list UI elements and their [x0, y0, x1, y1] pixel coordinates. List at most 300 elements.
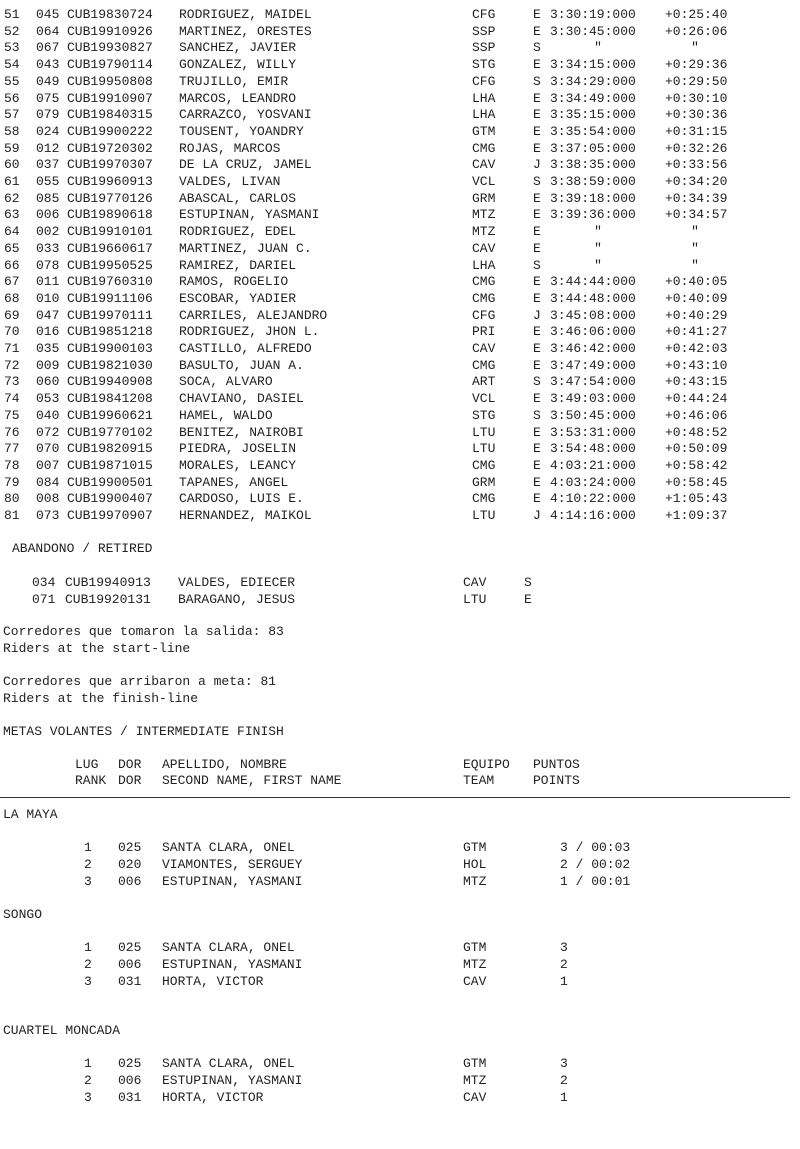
- result-uci-code: CUB19900407: [67, 491, 153, 506]
- sprint-row: [0, 857, 800, 873]
- result-position: 51: [4, 7, 20, 22]
- result-rider-name: CARRAZCO, YOSVANI: [179, 107, 312, 122]
- result-row: [0, 74, 800, 90]
- result-row: [0, 224, 800, 240]
- header-team-en: TEAM: [463, 773, 495, 788]
- result-bib: 047: [36, 308, 60, 323]
- result-team: CAV: [472, 241, 496, 256]
- result-row: [0, 7, 800, 23]
- result-team: GTM: [472, 124, 496, 139]
- result-gap: +0:43:15: [665, 374, 728, 389]
- result-bib: 040: [36, 408, 60, 423]
- sprint-row: [0, 1073, 800, 1089]
- result-gap: +0:48:52: [665, 425, 728, 440]
- result-row: [0, 24, 800, 40]
- result-gap: +1:05:43: [665, 491, 728, 506]
- result-category: E: [533, 341, 541, 356]
- result-row: [0, 491, 800, 507]
- sprint-points: 3: [560, 940, 568, 955]
- result-time: 4:10:22:000: [550, 491, 636, 506]
- result-team: MTZ: [472, 224, 496, 239]
- result-position: 70: [4, 324, 20, 339]
- result-gap: +0:30:36: [665, 107, 728, 122]
- sprint-team: CAV: [463, 974, 487, 989]
- result-time: 3:46:06:000: [550, 324, 636, 339]
- result-time: 3:47:54:000: [550, 374, 636, 389]
- sprint-team: CAV: [463, 1090, 487, 1105]
- result-uci-code: CUB19830724: [67, 7, 153, 22]
- result-row: [0, 391, 800, 407]
- result-position: 61: [4, 174, 20, 189]
- result-row: [0, 157, 800, 173]
- result-uci-code: CUB19900222: [67, 124, 153, 139]
- result-rider-name: MARCOS, LEANDRO: [179, 91, 297, 106]
- retired-title: ABANDONO / RETIRED: [12, 541, 153, 556]
- result-row: [0, 291, 800, 307]
- result-uci-code: CUB19910907: [67, 91, 153, 106]
- result-position: 71: [4, 341, 20, 356]
- sprint-row: [0, 957, 800, 973]
- result-category: E: [533, 107, 541, 122]
- result-row: [0, 441, 800, 457]
- result-team: LTU: [472, 441, 496, 456]
- result-position: 76: [4, 425, 20, 440]
- result-uci-code: CUB19900103: [67, 341, 153, 356]
- header-bib-es: DOR: [118, 757, 142, 772]
- sprint-rider-name: VIAMONTES, SERGUEY: [162, 857, 303, 872]
- sprint-points: 3: [560, 1056, 568, 1071]
- result-time: 3:39:36:000: [550, 207, 636, 222]
- header-name-en: SECOND NAME, FIRST NAME: [162, 773, 342, 788]
- sprint-team: GTM: [463, 940, 487, 955]
- result-position: 77: [4, 441, 20, 456]
- result-bib: 084: [36, 475, 60, 490]
- result-team: CAV: [472, 157, 496, 172]
- result-bib: 012: [36, 141, 60, 156]
- result-bib: 072: [36, 425, 60, 440]
- result-category: S: [533, 174, 541, 189]
- retired-team: LTU: [463, 591, 487, 607]
- result-bib: 064: [36, 24, 60, 39]
- result-gap: +0:31:15: [665, 124, 728, 139]
- result-time: 3:30:45:000: [550, 24, 636, 39]
- sprint-rank: 2: [84, 957, 92, 972]
- result-uci-code: CUB19821030: [67, 358, 153, 373]
- result-team: MTZ: [472, 207, 496, 222]
- result-uci-code: CUB19970307: [67, 157, 153, 172]
- result-row: [0, 408, 800, 424]
- result-gap: ": [691, 241, 699, 256]
- result-row: [0, 241, 800, 257]
- result-gap: ": [691, 224, 699, 239]
- sprint-rider-name: SANTA CLARA, ONEL: [162, 940, 295, 955]
- sprint-bib: 031: [118, 974, 142, 989]
- result-row: [0, 508, 800, 524]
- result-position: 54: [4, 57, 20, 72]
- result-category: S: [533, 374, 541, 389]
- result-bib: 053: [36, 391, 60, 406]
- result-row: [0, 174, 800, 190]
- result-uci-code: CUB19930827: [67, 40, 153, 55]
- result-row: [0, 191, 800, 207]
- result-bib: 060: [36, 374, 60, 389]
- result-category: E: [533, 224, 541, 239]
- result-team: CFG: [472, 74, 496, 89]
- result-position: 69: [4, 308, 20, 323]
- sprint-rider-name: SANTA CLARA, ONEL: [162, 1056, 295, 1071]
- result-team: LHA: [472, 91, 496, 106]
- sprint-bib: 020: [118, 857, 142, 872]
- sprint-points: 2: [560, 957, 568, 972]
- sprint-points: 2 / 00:02: [560, 857, 631, 872]
- result-uci-code: CUB19841208: [67, 391, 153, 406]
- result-time: 3:54:48:000: [550, 441, 636, 456]
- sprint-team: GTM: [463, 840, 487, 855]
- result-uci-code: CUB19790114: [67, 57, 153, 72]
- result-gap: +0:41:27: [665, 324, 728, 339]
- result-row: [0, 40, 800, 56]
- sprint-row: [0, 874, 800, 890]
- result-rider-name: DE LA CRUZ, JAMEL: [179, 157, 312, 172]
- sprint-location: CUARTEL MONCADA: [3, 1023, 121, 1038]
- result-uci-code: CUB19970111: [67, 308, 153, 323]
- result-rider-name: CARDOSO, LUIS E.: [179, 491, 304, 506]
- result-category: S: [533, 74, 541, 89]
- result-category: E: [533, 391, 541, 406]
- result-category: E: [533, 358, 541, 373]
- result-team: SSP: [472, 24, 496, 39]
- result-rider-name: MARTINEZ, JUAN C.: [179, 241, 312, 256]
- sprint-rank: 1: [84, 1056, 92, 1071]
- result-bib: 010: [36, 291, 60, 306]
- result-gap: +0:32:26: [665, 141, 728, 156]
- result-bib: 009: [36, 358, 60, 373]
- result-position: 79: [4, 475, 20, 490]
- result-position: 53: [4, 40, 20, 55]
- result-position: 60: [4, 157, 20, 172]
- sprint-rider-name: ESTUPINAN, YASMANI: [162, 1073, 303, 1088]
- result-category: E: [533, 7, 541, 22]
- result-uci-code: CUB19770102: [67, 425, 153, 440]
- result-time: 3:38:59:000: [550, 174, 636, 189]
- result-gap: +0:58:42: [665, 458, 728, 473]
- result-uci-code: CUB19820915: [67, 441, 153, 456]
- finish-count-es: Corredores que arribaron a meta: 81: [3, 674, 277, 689]
- result-row: [0, 324, 800, 340]
- result-uci-code: CUB19770126: [67, 191, 153, 206]
- retired-row: [0, 575, 800, 591]
- result-position: 74: [4, 391, 20, 406]
- sprint-rank: 1: [84, 940, 92, 955]
- result-row: [0, 124, 800, 140]
- result-uci-code: CUB19960621: [67, 408, 153, 423]
- result-team: GRM: [472, 191, 496, 206]
- sprint-team: HOL: [463, 857, 487, 872]
- result-team: CFG: [472, 308, 496, 323]
- result-bib: 016: [36, 324, 60, 339]
- result-gap: +1:09:37: [665, 508, 728, 523]
- result-category: E: [533, 124, 541, 139]
- result-category: E: [533, 91, 541, 106]
- sprint-points: 1: [560, 1090, 568, 1105]
- result-uci-code: CUB19900501: [67, 475, 153, 490]
- result-team: STG: [472, 408, 496, 423]
- result-team: CMG: [472, 491, 496, 506]
- result-position: 75: [4, 408, 20, 423]
- result-uci-code: CUB19871015: [67, 458, 153, 473]
- result-time: ": [594, 258, 602, 273]
- sprint-bib: 006: [118, 874, 142, 889]
- result-gap: +0:46:06: [665, 408, 728, 423]
- sprint-bib: 006: [118, 1073, 142, 1088]
- result-time: 3:34:15:000: [550, 57, 636, 72]
- retired-uci-code: CUB19920131: [65, 591, 151, 607]
- sprint-team: MTZ: [463, 957, 487, 972]
- result-rider-name: TRUJILLO, EMIR: [179, 74, 289, 89]
- result-gap: +0:34:57: [665, 207, 728, 222]
- result-rider-name: CARRILES, ALEJANDRO: [179, 308, 328, 323]
- header-rank-en: RANK: [75, 773, 107, 788]
- result-gap: +0:44:24: [665, 391, 728, 406]
- result-bib: 035: [36, 341, 60, 356]
- sprint-location: SONGO: [3, 907, 43, 922]
- result-bib: 070: [36, 441, 60, 456]
- result-bib: 011: [36, 274, 60, 289]
- result-position: 81: [4, 508, 20, 523]
- result-team: CMG: [472, 274, 496, 289]
- result-rider-name: SOCA, ALVARO: [179, 374, 273, 389]
- sprint-bib: 025: [118, 1056, 142, 1071]
- header-divider: [0, 797, 790, 798]
- result-category: E: [533, 491, 541, 506]
- result-team: SSP: [472, 40, 496, 55]
- result-team: LTU: [472, 508, 496, 523]
- sprint-row: [0, 1056, 800, 1072]
- sprint-location: LA MAYA: [3, 807, 58, 822]
- result-category: S: [533, 408, 541, 423]
- result-uci-code: CUB19910926: [67, 24, 153, 39]
- result-position: 73: [4, 374, 20, 389]
- result-position: 66: [4, 258, 20, 273]
- result-category: E: [533, 141, 541, 156]
- result-category: E: [533, 191, 541, 206]
- sprint-points: 1: [560, 974, 568, 989]
- retired-category: E: [524, 591, 532, 607]
- result-uci-code: CUB19851218: [67, 324, 153, 339]
- result-position: 64: [4, 224, 20, 239]
- result-row: [0, 358, 800, 374]
- result-time: 3:50:45:000: [550, 408, 636, 423]
- result-bib: 037: [36, 157, 60, 172]
- result-team: VCL: [472, 391, 496, 406]
- result-gap: +0:34:20: [665, 174, 728, 189]
- result-time: 3:53:31:000: [550, 425, 636, 440]
- result-team: PRI: [472, 324, 496, 339]
- result-time: 3:44:44:000: [550, 274, 636, 289]
- result-time: 3:34:29:000: [550, 74, 636, 89]
- result-team: CMG: [472, 458, 496, 473]
- result-uci-code: CUB19960913: [67, 174, 153, 189]
- result-rider-name: BENITEZ, NAIROBI: [179, 425, 304, 440]
- result-time: 3:35:15:000: [550, 107, 636, 122]
- sprint-rank: 3: [84, 874, 92, 889]
- result-time: 3:44:48:000: [550, 291, 636, 306]
- result-position: 68: [4, 291, 20, 306]
- result-rider-name: MARTINEZ, ORESTES: [179, 24, 312, 39]
- sprint-bib: 031: [118, 1090, 142, 1105]
- result-row: [0, 207, 800, 223]
- result-uci-code: CUB19840315: [67, 107, 153, 122]
- start-count-en: Riders at the start-line: [3, 641, 191, 656]
- header-points-es: PUNTOS: [533, 757, 580, 772]
- result-team: CMG: [472, 141, 496, 156]
- result-time: 3:45:08:000: [550, 308, 636, 323]
- retired-bib: 034: [32, 575, 56, 590]
- result-category: E: [533, 458, 541, 473]
- result-rider-name: RODRIGUEZ, EDEL: [179, 224, 297, 239]
- result-position: 78: [4, 458, 20, 473]
- result-row: [0, 274, 800, 290]
- result-bib: 007: [36, 458, 60, 473]
- result-position: 56: [4, 91, 20, 106]
- sprint-row: [0, 1090, 800, 1106]
- result-team: ART: [472, 374, 496, 389]
- retired-rider-name: VALDES, EDIECER: [178, 575, 296, 590]
- result-team: GRM: [472, 475, 496, 490]
- result-time: 4:14:16:000: [550, 508, 636, 523]
- result-gap: +0:29:36: [665, 57, 728, 72]
- result-team: STG: [472, 57, 496, 72]
- result-uci-code: CUB19890618: [67, 207, 153, 222]
- sprint-rider-name: ESTUPINAN, YASMANI: [162, 957, 303, 972]
- result-row: [0, 374, 800, 390]
- result-team: CMG: [472, 358, 496, 373]
- result-category: E: [533, 425, 541, 440]
- retired-row: [0, 592, 800, 608]
- retired-bib: 071: [32, 591, 56, 607]
- result-category: E: [533, 441, 541, 456]
- result-category: E: [533, 274, 541, 289]
- intermediate-header-en: [0, 773, 800, 789]
- sprint-rank: 1: [84, 840, 92, 855]
- result-row: [0, 341, 800, 357]
- result-time: 3:49:03:000: [550, 391, 636, 406]
- result-rider-name: HAMEL, WALDO: [179, 408, 273, 423]
- sprint-rider-name: SANTA CLARA, ONEL: [162, 840, 295, 855]
- result-position: 59: [4, 141, 20, 156]
- result-rider-name: ESTUPINAN, YASMANI: [179, 207, 320, 222]
- result-team: LHA: [472, 258, 496, 273]
- sprint-rank: 2: [84, 857, 92, 872]
- result-time: 3:30:19:000: [550, 7, 636, 22]
- result-category: J: [533, 508, 541, 523]
- result-rider-name: TAPANES, ANGEL: [179, 475, 289, 490]
- header-bib-en: DOR: [118, 773, 142, 788]
- finish-count-en: Riders at the finish-line: [3, 691, 199, 706]
- result-bib: 075: [36, 91, 60, 106]
- result-row: [0, 475, 800, 491]
- header-name-es: APELLIDO, NOMBRE: [162, 757, 287, 772]
- result-uci-code: CUB19950525: [67, 258, 153, 273]
- result-category: S: [533, 258, 541, 273]
- result-row: [0, 425, 800, 441]
- result-rider-name: RODRIGUEZ, MAIDEL: [179, 7, 312, 22]
- header-team-es: EQUIPO: [463, 757, 510, 772]
- sprint-rider-name: HORTA, VICTOR: [162, 974, 264, 989]
- sprint-points: 1 / 00:01: [560, 874, 631, 889]
- result-gap: +0:42:03: [665, 341, 728, 356]
- result-position: 52: [4, 24, 20, 39]
- result-row: [0, 141, 800, 157]
- sprint-rider-name: HORTA, VICTOR: [162, 1090, 264, 1105]
- result-gap: +0:30:10: [665, 91, 728, 106]
- result-rider-name: ROJAS, MARCOS: [179, 141, 281, 156]
- result-rider-name: ABASCAL, CARLOS: [179, 191, 297, 206]
- result-position: 80: [4, 491, 20, 506]
- result-position: 72: [4, 358, 20, 373]
- header-points-en: POINTS: [533, 773, 580, 788]
- sprint-team: MTZ: [463, 874, 487, 889]
- result-bib: 085: [36, 191, 60, 206]
- result-category: J: [533, 308, 541, 323]
- result-bib: 049: [36, 74, 60, 89]
- result-rider-name: RAMOS, ROGELIO: [179, 274, 289, 289]
- result-gap: +0:40:05: [665, 274, 728, 289]
- sprint-rank: 3: [84, 974, 92, 989]
- result-gap: +0:43:10: [665, 358, 728, 373]
- result-gap: +0:40:09: [665, 291, 728, 306]
- result-category: E: [533, 207, 541, 222]
- sprint-points: 2: [560, 1073, 568, 1088]
- retired-team: CAV: [463, 575, 487, 590]
- result-team: CFG: [472, 7, 496, 22]
- result-uci-code: CUB19970907: [67, 508, 153, 523]
- result-rider-name: HERNANDEZ, MAIKOL: [179, 508, 312, 523]
- sprint-rank: 3: [84, 1090, 92, 1105]
- result-bib: 024: [36, 124, 60, 139]
- result-category: E: [533, 241, 541, 256]
- result-time: 4:03:21:000: [550, 458, 636, 473]
- sprint-bib: 025: [118, 840, 142, 855]
- result-bib: 055: [36, 174, 60, 189]
- result-uci-code: CUB19910101: [67, 224, 153, 239]
- result-bib: 045: [36, 7, 60, 22]
- result-category: E: [533, 324, 541, 339]
- result-category: E: [533, 475, 541, 490]
- retired-rider-name: BARAGANO, JESUS: [178, 591, 296, 607]
- result-bib: 033: [36, 241, 60, 256]
- result-rider-name: GONZALEZ, WILLY: [179, 57, 297, 72]
- result-uci-code: CUB19760310: [67, 274, 153, 289]
- result-rider-name: ESCOBAR, YADIER: [179, 291, 297, 306]
- result-position: 62: [4, 191, 20, 206]
- result-gap: +0:33:56: [665, 157, 728, 172]
- result-time: 3:35:54:000: [550, 124, 636, 139]
- result-row: [0, 107, 800, 123]
- result-gap: +0:26:06: [665, 24, 728, 39]
- result-row: [0, 91, 800, 107]
- result-rider-name: CHAVIANO, DASIEL: [179, 391, 304, 406]
- result-time: 4:03:24:000: [550, 475, 636, 490]
- result-bib: 079: [36, 107, 60, 122]
- intermediate-header-es: [0, 757, 800, 773]
- result-time: ": [594, 224, 602, 239]
- result-position: 63: [4, 207, 20, 222]
- result-row: [0, 308, 800, 324]
- result-gap: +0:40:29: [665, 308, 728, 323]
- header-rank-es: LUG: [75, 757, 99, 772]
- result-time: 3:39:18:000: [550, 191, 636, 206]
